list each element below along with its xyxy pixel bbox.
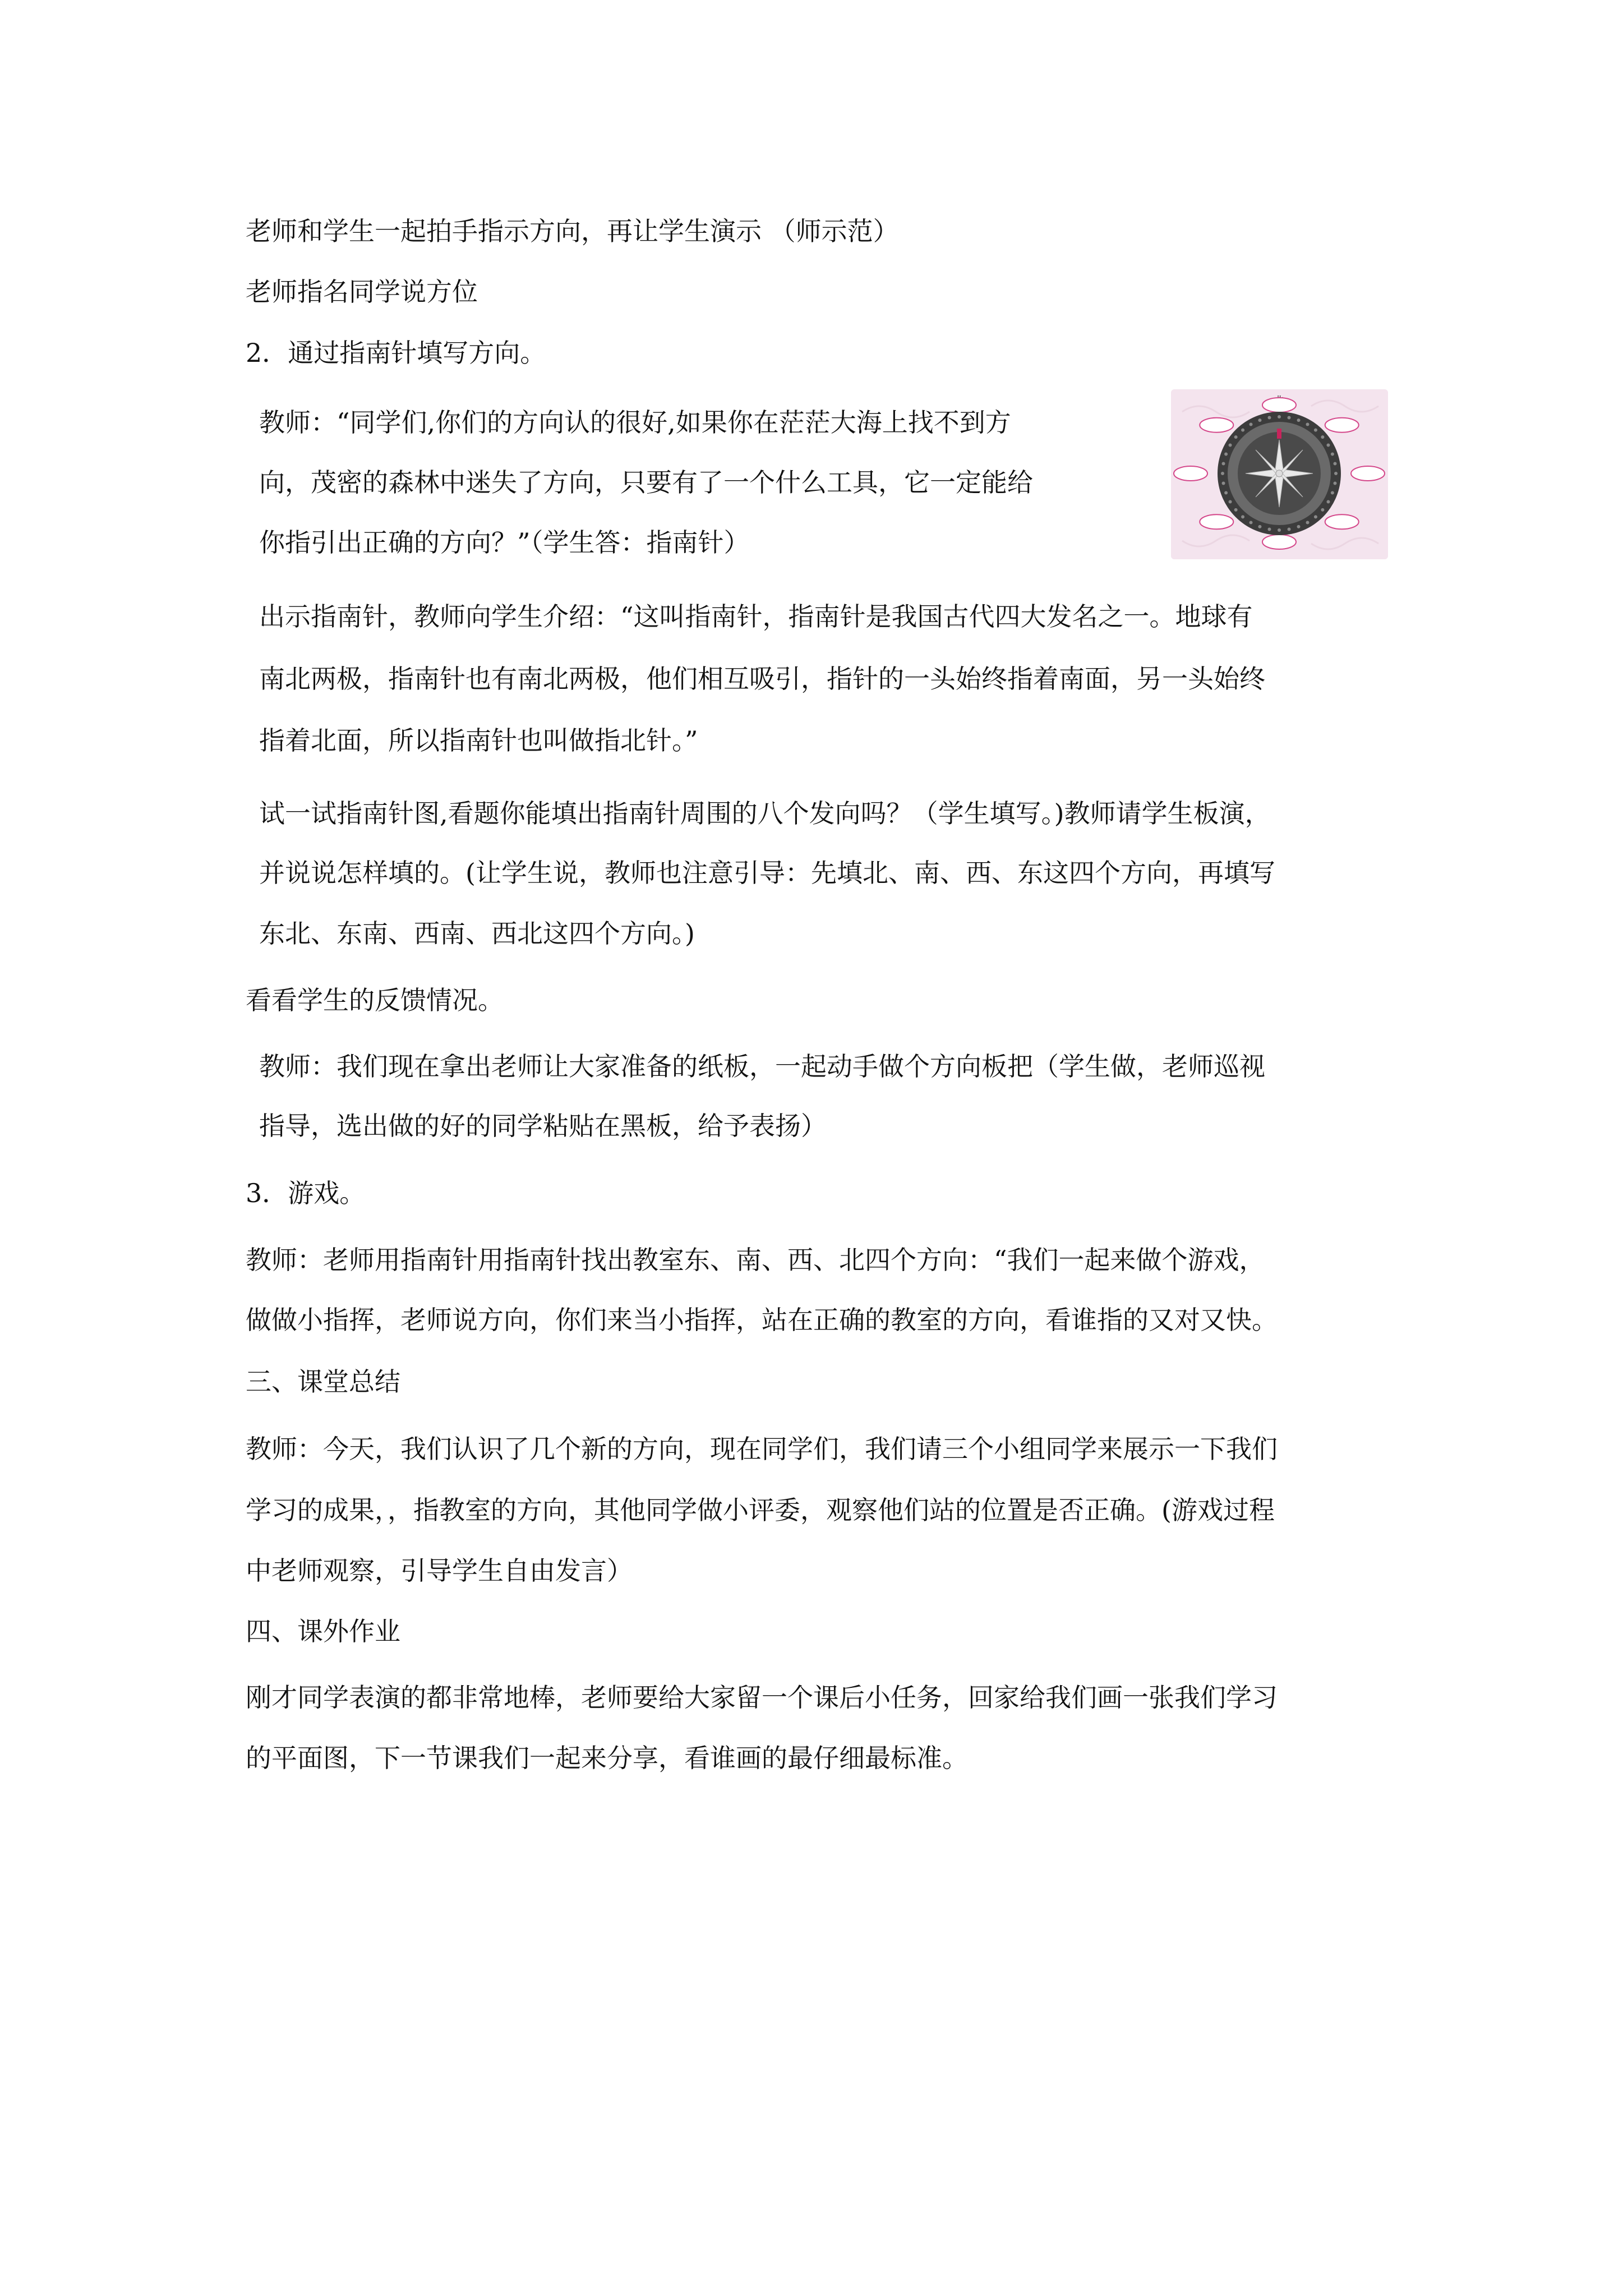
paragraph-line: 的平面图，下一节课我们一起来分享，看谁画的最仔细最标准。 (246, 1743, 968, 1773)
direction-blank (1325, 418, 1359, 432)
paragraph-line: 南北两极，指南针也有南北两极，他们相互吸引，指针的一头始终指着南面，另一头始终 (259, 664, 1265, 694)
direction-blank (1200, 418, 1233, 432)
paragraph-line: 试一试指南针图,看题你能填出指南针周围的八个发向吗？（学生填写。)教师请学生板演， (259, 798, 1271, 829)
paragraph-line: 刚才同学表演的都非常地棒，老师要给大家留一个课后小任务，回家给我们画一张我们学习 (246, 1682, 1278, 1713)
section-heading-homework: 四、课外作业 (246, 1616, 400, 1646)
paragraph-line: 指着北面，所以指南针也叫做指北针。” (259, 725, 698, 756)
section-heading-2: 2．通过指南针填写方向。 (246, 338, 546, 368)
paragraph-line: 你指引出正确的方向？”（学生答：指南针） (259, 527, 750, 558)
direction-blank (1262, 535, 1296, 549)
compass-icon (1171, 389, 1388, 559)
paragraph-line: 看看学生的反馈情况。 (246, 985, 504, 1015)
compass-figure (1171, 389, 1388, 559)
paragraph-line: 学习的成果，，指教室的方向，其他同学做小评委，观察他们站的位置是否正确。(游戏过程 (246, 1495, 1275, 1525)
paragraph-line: 教师：今天，我们认识了几个新的方向，现在同学们，我们请三个小组同学来展示一下我们 (246, 1434, 1278, 1464)
direction-blank (1351, 466, 1385, 481)
paragraph-line: 教师：我们现在拿出老师让大家准备的纸板，一起动手做个方向板把（学生做，老师巡视 (259, 1051, 1265, 1082)
paragraph-line: 指导，选出做的好的同学粘贴在黑板，给予表扬） (259, 1111, 827, 1141)
paragraph-line: 中老师观察，引导学生自由发言） (246, 1556, 633, 1586)
direction-blank (1200, 514, 1233, 529)
paragraph-line: 教师：“同学们,你们的方向认的很好,如果你在茫茫大海上找不到方 (259, 407, 1011, 438)
paragraph-line: 老师指名同学说方位 (246, 277, 478, 307)
direction-blank (1262, 398, 1296, 412)
paragraph-line: 东北、东南、西南、西北这四个方向。) (259, 918, 695, 949)
paragraph-line: 并说说怎样填的。(让学生说，教师也注意引导：先填北、南、西、东这四个方向，再填写 (259, 858, 1275, 888)
section-heading-summary: 三、课堂总结 (246, 1366, 400, 1397)
paragraph-line: 教师：老师用指南针用指南针找出教室东、南、西、北四个方向：“我们一起来做个游戏， (246, 1245, 1265, 1275)
paragraph-line: 老师和学生一起拍手指示方向，再让学生演示 （师示范） (246, 216, 899, 246)
section-heading-3: 3．游戏。 (246, 1178, 366, 1208)
paragraph-line: 向，茂密的森林中迷失了方向，只要有了一个什么工具，它一定能给 (259, 467, 1033, 498)
direction-blank (1325, 514, 1359, 529)
paragraph-line: 做做小指挥，老师说方向，你们来当小指挥，站在正确的教室的方向，看谁指的又对又快。 (246, 1305, 1278, 1335)
paragraph-line: 出示指南针，教师向学生介绍：“这叫指南针，指南针是我国古代四大发名之一。地球有 (259, 601, 1253, 632)
direction-blank (1174, 466, 1207, 481)
